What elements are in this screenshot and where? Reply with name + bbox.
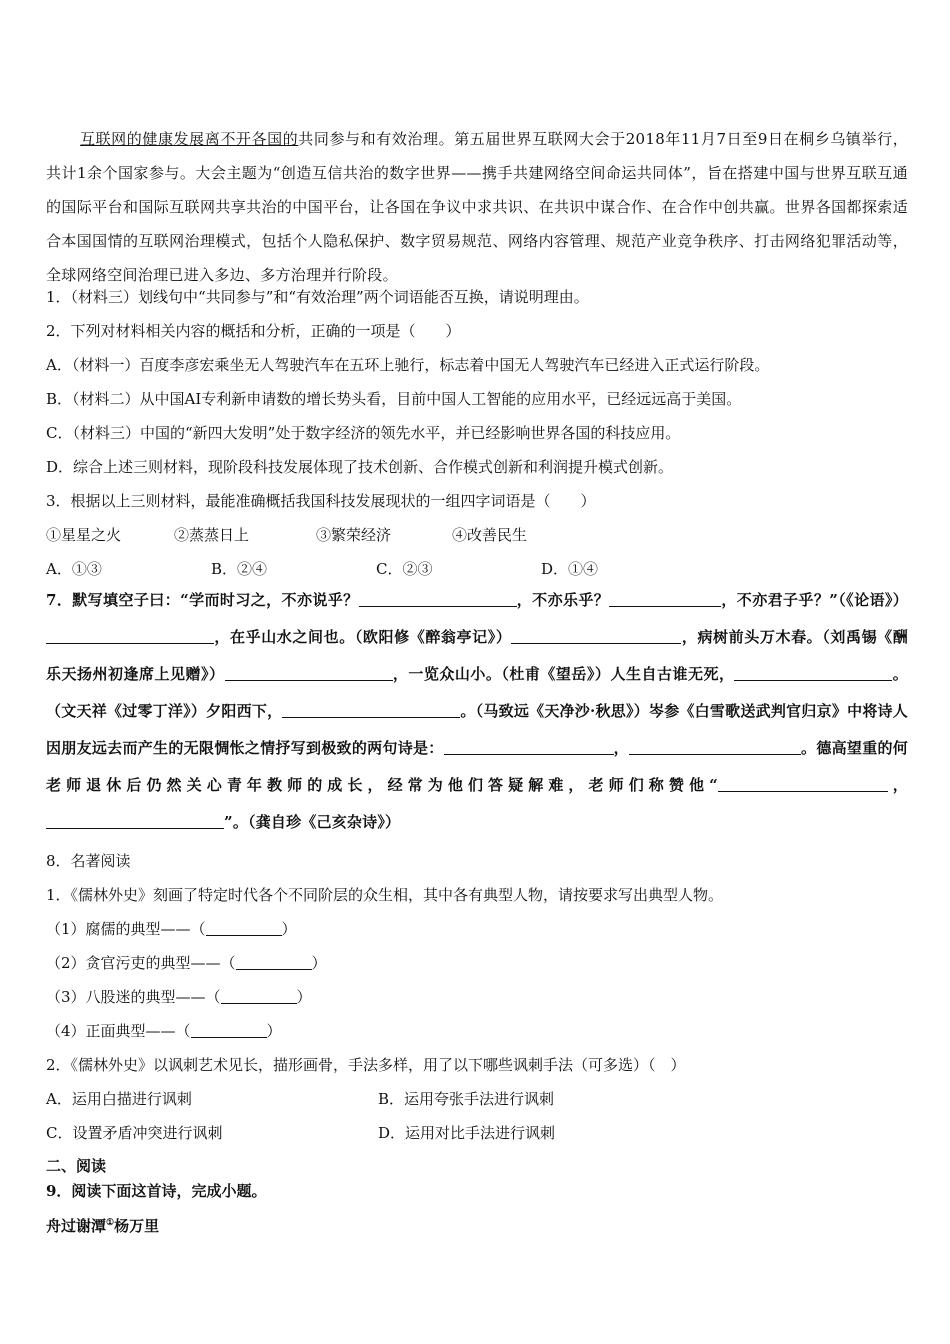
q8-item-close: ） [266,1022,282,1040]
fill-blank[interactable] [191,1021,267,1038]
section-2-heading: 二、阅读 [46,1157,107,1175]
q7-text: 7．默写填空子曰：“学而时习之，不亦说乎？ [46,591,359,609]
fill-blank[interactable] [225,664,393,681]
q7-text: 。德高望重的何老师退休后仍然关心青年教师的成长，经常为他们答疑解难，老师们称赞他“ [46,739,909,794]
q7-text: ， [887,776,908,794]
fill-blank[interactable] [206,919,282,936]
q8-item [46,1020,282,1042]
q7-text: 。（马致远《天净沙·秋思》）岑参《白雪歌送武判官归京》中将诗人因朋友远去而产生的无限惆怅之情抒写到极致的两句诗是： [46,702,908,757]
question-2-option-a: A．（材料一）百度李彦宏乘坐无人驾驶汽车在五环上驰行，标志着中国无人驾驶汽车已经进入正式运行阶段。 [46,356,770,374]
q8-item-close: ） [281,920,297,938]
question-8-sub-2: 2．《儒林外史》以讽刺艺术见长，描形画骨，手法多样，用了以下哪些讽刺手法（可多选）（ ） [46,1056,686,1074]
q7-text: ，在乎山水之间也。（欧阳修《醉翁亭记》） [214,628,512,646]
fill-blank[interactable] [236,953,312,970]
q3-item: ①星星之火 [46,526,122,544]
question-8-sub-1: 1．《儒林外史》刻画了特定时代各个不同阶层的众生相，其中各有典型人物，请按要求写出典型人物。 [46,886,724,904]
question-9-stem: 9．阅读下面这首诗，完成小题。 [46,1182,267,1200]
q8-item [46,918,297,940]
fill-blank[interactable] [282,701,460,718]
question-2-stem: 2．下列对材料相关内容的概括和分析，正确的一项是（ ） [46,322,461,340]
q7-text: ”。（龚自珍《己亥杂诗》） [224,813,401,831]
q3-option: D．①④ [541,560,599,578]
fill-blank[interactable] [221,987,297,1004]
q8-item-label: （1）腐儒的典型——（ [46,920,206,938]
q8-option: A．运用白描进行讽刺 [46,1090,192,1108]
question-3-items [46,524,527,546]
q7-text: ，不亦君子乎？”（《论语》） [721,591,908,609]
q8-option: B．运用夸张手法进行讽刺 [378,1090,555,1108]
q3-option: C．②③ [376,560,433,578]
q8-item-label: （2）贪官污吏的典型——（ [46,954,236,972]
q8-item-label: （3）八股迷的典型——（ [46,988,221,1006]
q3-item: ②蒸蒸日上 [174,526,250,544]
q3-item: ④改善民生 [452,526,528,544]
q3-option: B．②④ [211,560,268,578]
question-3-stem: 3．根据以上三则材料，最能准确概括我国科技发展现状的一组四字词语是（ ） [46,492,596,510]
q7-text: ，不亦乐乎？ [516,591,610,609]
q7-text: ，一览众山小。（杜甫《望岳》）人生自古谁无死， [392,665,735,683]
poem-title [46,1212,159,1237]
question-2-option-d: D．综合上述三则材料，现阶段科技发展体现了技术创新、合作模式创新和利润提升模式创新。 [46,458,674,476]
q7-text: ， [613,739,629,757]
fill-blank[interactable] [46,627,214,644]
underlined-sentence: 互联网的健康发展离不开各国的 [80,130,299,148]
q7-text: ，病树前头万木春。（刘禹锡《酬乐天扬州初逢席上见赠》） [46,628,908,683]
q3-item: ③繁荣经济 [316,526,392,544]
footnote-mark: ① [106,1218,115,1228]
q3-option: A．①③ [46,560,102,578]
fill-blank[interactable] [444,738,614,755]
material-paragraph [46,122,908,292]
fill-blank[interactable] [46,812,224,829]
q7-text: 。（文天祥《过零丁洋》）夕阳西下， [46,665,908,720]
fill-blank[interactable] [629,738,801,755]
question-3-options [46,558,598,580]
fill-blank[interactable] [718,775,888,792]
q8-item-close: ） [296,988,312,1006]
poem-title-text: 舟过谢潭 [46,1217,107,1235]
question-8-title: 8．名著阅读 [46,852,131,870]
fill-blank[interactable] [734,664,892,681]
material-text: 共同参与和有效治理。第五届世界互联网大会于2018年11月7日至9日在桐乡乌镇举行，共计1余个国家参与。大会主题为“创造互信共治的数字世界——携手共建网络空间命运共同体”，旨在搭建中国与世界互联互通的国际平台和国际互联网共享共治的中国平台，让各国在争议中求共识、在共识中谋合作、在合作中创共赢。世界各国都探索适合本国国情的互联网治理模式，包括个人隐私保护、数字贸易规范、网络内容管理、规范产业竞争秩序、打击网络犯罪活动等，全球网络空间治理已进入多边、多方治理并行阶段。 [46,130,909,284]
fill-blank[interactable] [609,590,721,607]
fill-blank[interactable] [511,627,681,644]
q8-option: D．运用对比手法进行讽刺 [378,1124,556,1142]
q8-item [46,986,312,1008]
q8-option: C．设置矛盾冲突进行讽刺 [46,1124,223,1142]
question-2-option-b: B．（材料二）从中国AI专利新申请数的增长势头看，目前中国人工智能的应用水平，已经远远高于美国。 [46,390,742,408]
q8-item [46,952,327,974]
q8-item-label: （4）正面典型——（ [46,1022,191,1040]
question-1: 1．（材料三）划线句中“共同参与”和“有效治理”两个词语能否互换，请说明理由。 [46,288,589,306]
question-2-option-c: C．（材料三）中国的“新四大发明”处于数字经济的领先水平，并已经影响世界各国的科技应用。 [46,424,681,442]
q8-item-close: ） [311,954,327,972]
poem-author: 杨万里 [114,1217,160,1235]
fill-blank[interactable] [359,590,517,607]
question-7-fill-in [46,582,908,841]
